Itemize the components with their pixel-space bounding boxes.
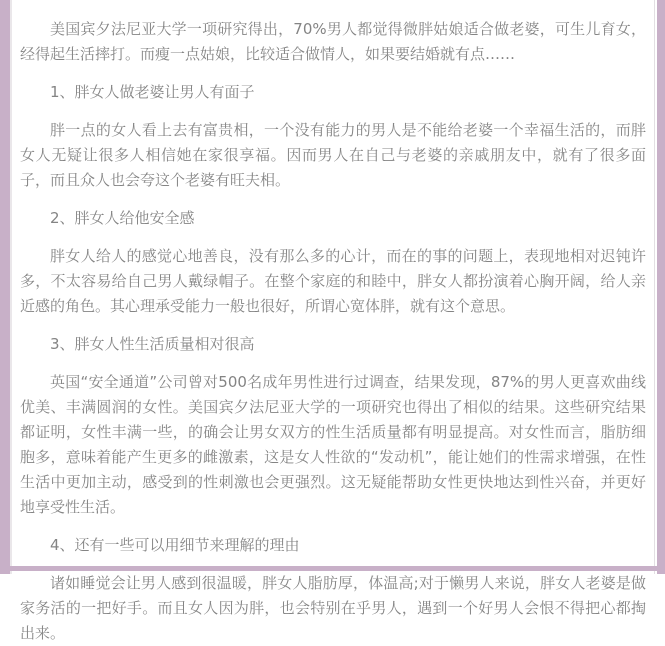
article-paragraph: 胖女人给人的感觉心地善良，没有那么多的心计，而在的事的问题上，表现地相对迟钝许多，不太容易给自己男人戴绿帽子。在整个家庭的和睦中，胖女人都扮演着心胸开阔，给人亲近感的角色。其心理承受能力一般也很好，所谓心宽体胖，就有这个意思。	[20, 247, 646, 315]
right-inner-border	[654, 0, 655, 574]
section-heading: 3、胖女人性生活质量相对很高	[50, 335, 255, 353]
article-body	[14, 0, 652, 642]
article-paragraph: 英国“安全通道”公司曾对500名成年男性进行过调查，结果发现，87%的男人更喜欢曲线优美、丰满圆润的女性。美国宾夕法尼亚大学的一项研究也得出了相似的结果。这些研究结果都证明，女性丰满一些，的确会让男女双方的性生活质量都有明显提高。对女性而言，脂肪细胞多，意味着能产生更多的雌激素，这是女人性欲的“发动机”，能让她们的性需求增强，在性生活中更加主动，感受到的性刺激也会更强烈。这无疑能帮助女性更快地达到性兴奋，并更好地享受性生活。	[20, 373, 646, 516]
article-paragraph: 胖一点的女人看上去有富贵相，一个没有能力的男人是不能给老婆一个幸福生活的，而胖女人无疑让很多人相信她在家很享福。因而男人在自己与老婆的亲戚朋友中，就有了很多面子，而且众人也会夸这个老婆有旺夫相。	[20, 121, 646, 189]
section-heading: 4、还有一些可以用细节来理解的理由	[50, 536, 300, 554]
article-paragraph: 诸如睡觉会让男人感到很温暖，胖女人脂肪厚，体温高;对于懒男人来说，胖女人老婆是做家务活的一把好手。而且女人因为胖，也会特别在乎男人，遇到一个好男人会恨不得把心都掏出来。	[20, 574, 646, 642]
article-paragraph: 美国宾夕法尼亚大学一项研究得出，70%男人都觉得微胖姑娘适合做老婆，可生儿育女，经得起生活摔打。而瘦一点姑娘，比较适合做情人，如果要结婚就有点……	[20, 20, 646, 63]
left-inner-border	[10, 0, 12, 574]
section-heading: 1、胖女人做老婆让男人有面子	[50, 83, 255, 101]
section-heading: 2、胖女人给他安全感	[50, 209, 195, 227]
left-border-stripe	[0, 0, 10, 574]
right-border-stripe	[657, 0, 665, 574]
